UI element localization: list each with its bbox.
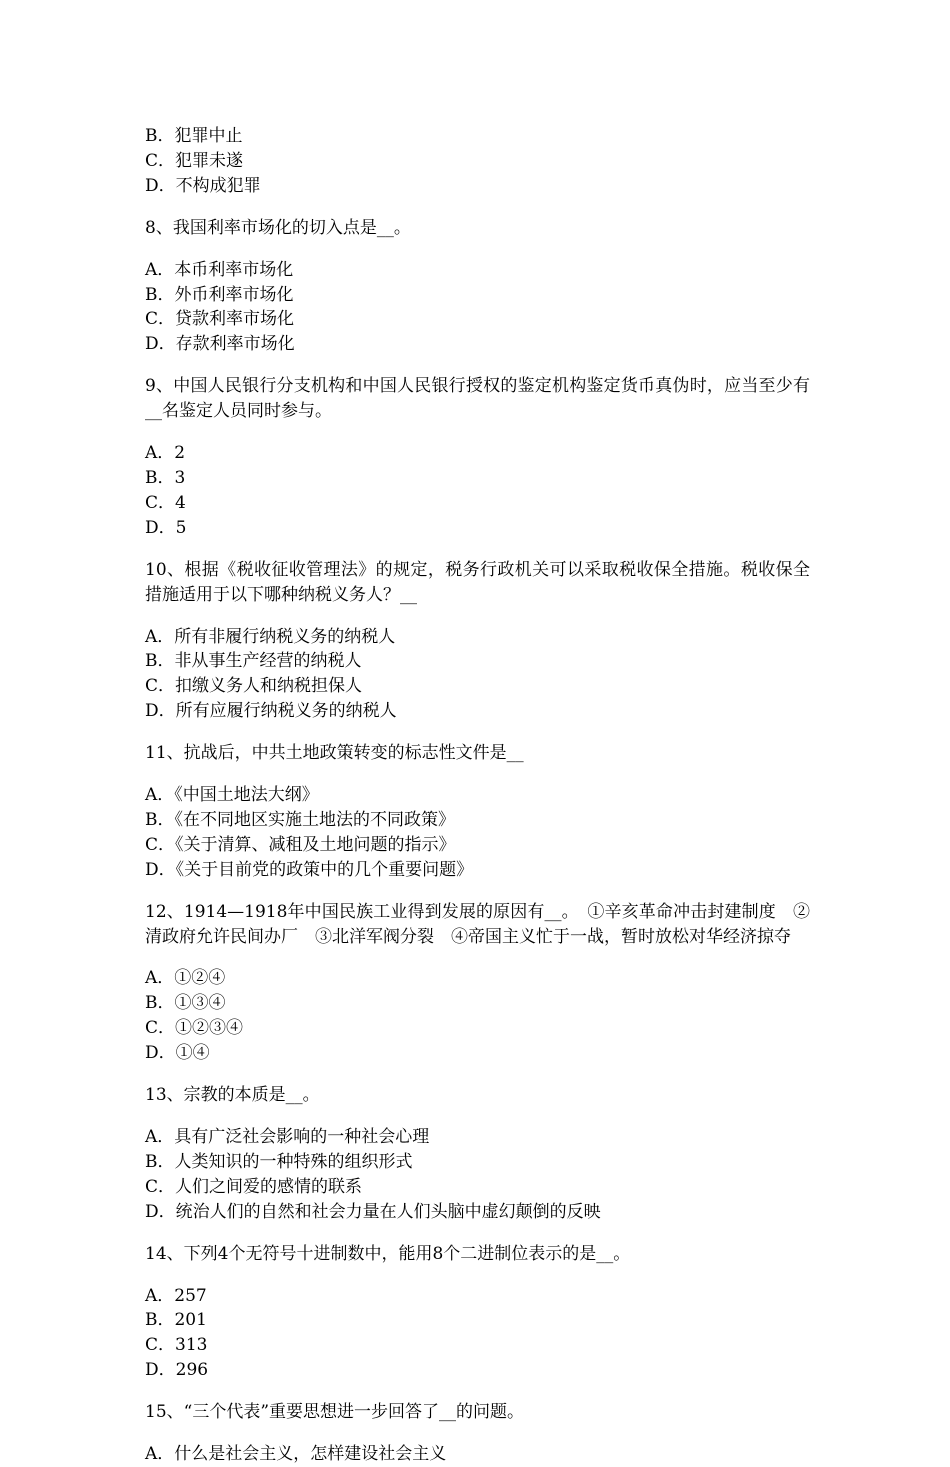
question-8 xyxy=(145,216,810,358)
option-line: C．313 xyxy=(145,1335,208,1356)
option-line: C．①②③④ xyxy=(145,1018,244,1039)
question-11 xyxy=(145,741,810,883)
option-line: C．4 xyxy=(145,492,186,513)
option-line: D．《关于目前党的政策中的几个重要问题》 xyxy=(145,859,474,880)
question-text: 14、下列4个无符号十进制数中，能用8个二进制位表示的是__。 xyxy=(145,1243,631,1264)
question-text: 13、宗教的本质是__。 xyxy=(145,1085,320,1106)
question-12 xyxy=(145,900,810,1066)
option-line: A．具有广泛社会影响的一种社会心理 xyxy=(145,1127,430,1147)
option-line: A．257 xyxy=(145,1285,207,1306)
option-line: B．人类知识的一种特殊的组织形式 xyxy=(145,1151,413,1172)
question-text: 11、抗战后，中共土地政策转变的标志性文件是__ xyxy=(145,743,524,764)
question-text: 12、1914—1918年中国民族工业得到发展的原因有__。 ①辛亥革命冲击封建制度 ②清政府允许民间办厂 ③北洋军阀分裂 ④帝国主义忙于一战，暂时放松对华经济掠夺 xyxy=(145,901,810,947)
option-line: A．2 xyxy=(145,443,186,464)
option-line: B．《在不同地区实施土地法的不同政策》 xyxy=(145,809,455,830)
question-text: 8、我国利率市场化的切入点是__。 xyxy=(145,217,411,238)
question-text: 9、中国人民银行分支机构和中国人民银行授权的鉴定机构鉴定货币真伪时，应当至少有__名鉴定人员同时参与。 xyxy=(145,376,810,422)
option-line: D．统治人们的自然和社会力量在人们头脑中虚幻颠倒的反映 xyxy=(145,1201,601,1222)
option-line: A．什么是社会主义，怎样建设社会主义 xyxy=(145,1444,447,1465)
question-9 xyxy=(145,374,810,540)
option-line: B．非从事生产经营的纳税人 xyxy=(145,651,362,672)
question-10 xyxy=(145,558,810,724)
question-13 xyxy=(145,1083,810,1225)
option-line: C．贷款利率市场化 xyxy=(145,309,295,330)
option-line: B．犯罪中止 xyxy=(145,126,243,146)
question-list xyxy=(145,124,810,1467)
option-line: B．外币利率市场化 xyxy=(145,284,294,305)
option-line: D．296 xyxy=(145,1360,209,1381)
option-line: A．《中国土地法大纲》 xyxy=(145,785,319,806)
question-text: 15、“三个代表”重要思想进一步回答了__的问题。 xyxy=(145,1402,525,1423)
option-line: D．不构成犯罪 xyxy=(145,175,261,196)
option-line: D．5 xyxy=(145,517,187,538)
option-line: B．①③④ xyxy=(145,993,226,1014)
option-line: A．所有非履行纳税义务的纳税人 xyxy=(145,626,396,647)
option-line: C．《关于清算、减租及土地问题的指示》 xyxy=(145,834,456,855)
option-line: C．犯罪未遂 xyxy=(145,150,244,171)
option-line: A．①②④ xyxy=(145,968,226,989)
option-line: C．人们之间爱的感情的联系 xyxy=(145,1176,363,1197)
option-line: D．①④ xyxy=(145,1043,210,1064)
option-line: B．3 xyxy=(145,467,186,488)
option-line: D．所有应履行纳税义务的纳税人 xyxy=(145,701,397,722)
question-text: 10、根据《税收征收管理法》的规定，税务行政机关可以采取税收保全措施。税收保全措施适用于以下哪种纳税义务人？__ xyxy=(145,559,810,605)
option-line: A．本币利率市场化 xyxy=(145,259,294,280)
option-line: C．扣缴义务人和纳税担保人 xyxy=(145,676,363,697)
question-15 xyxy=(145,1400,810,1467)
question-14 xyxy=(145,1242,810,1384)
option-line: D．存款利率市场化 xyxy=(145,334,295,355)
option-line: B．201 xyxy=(145,1310,207,1331)
